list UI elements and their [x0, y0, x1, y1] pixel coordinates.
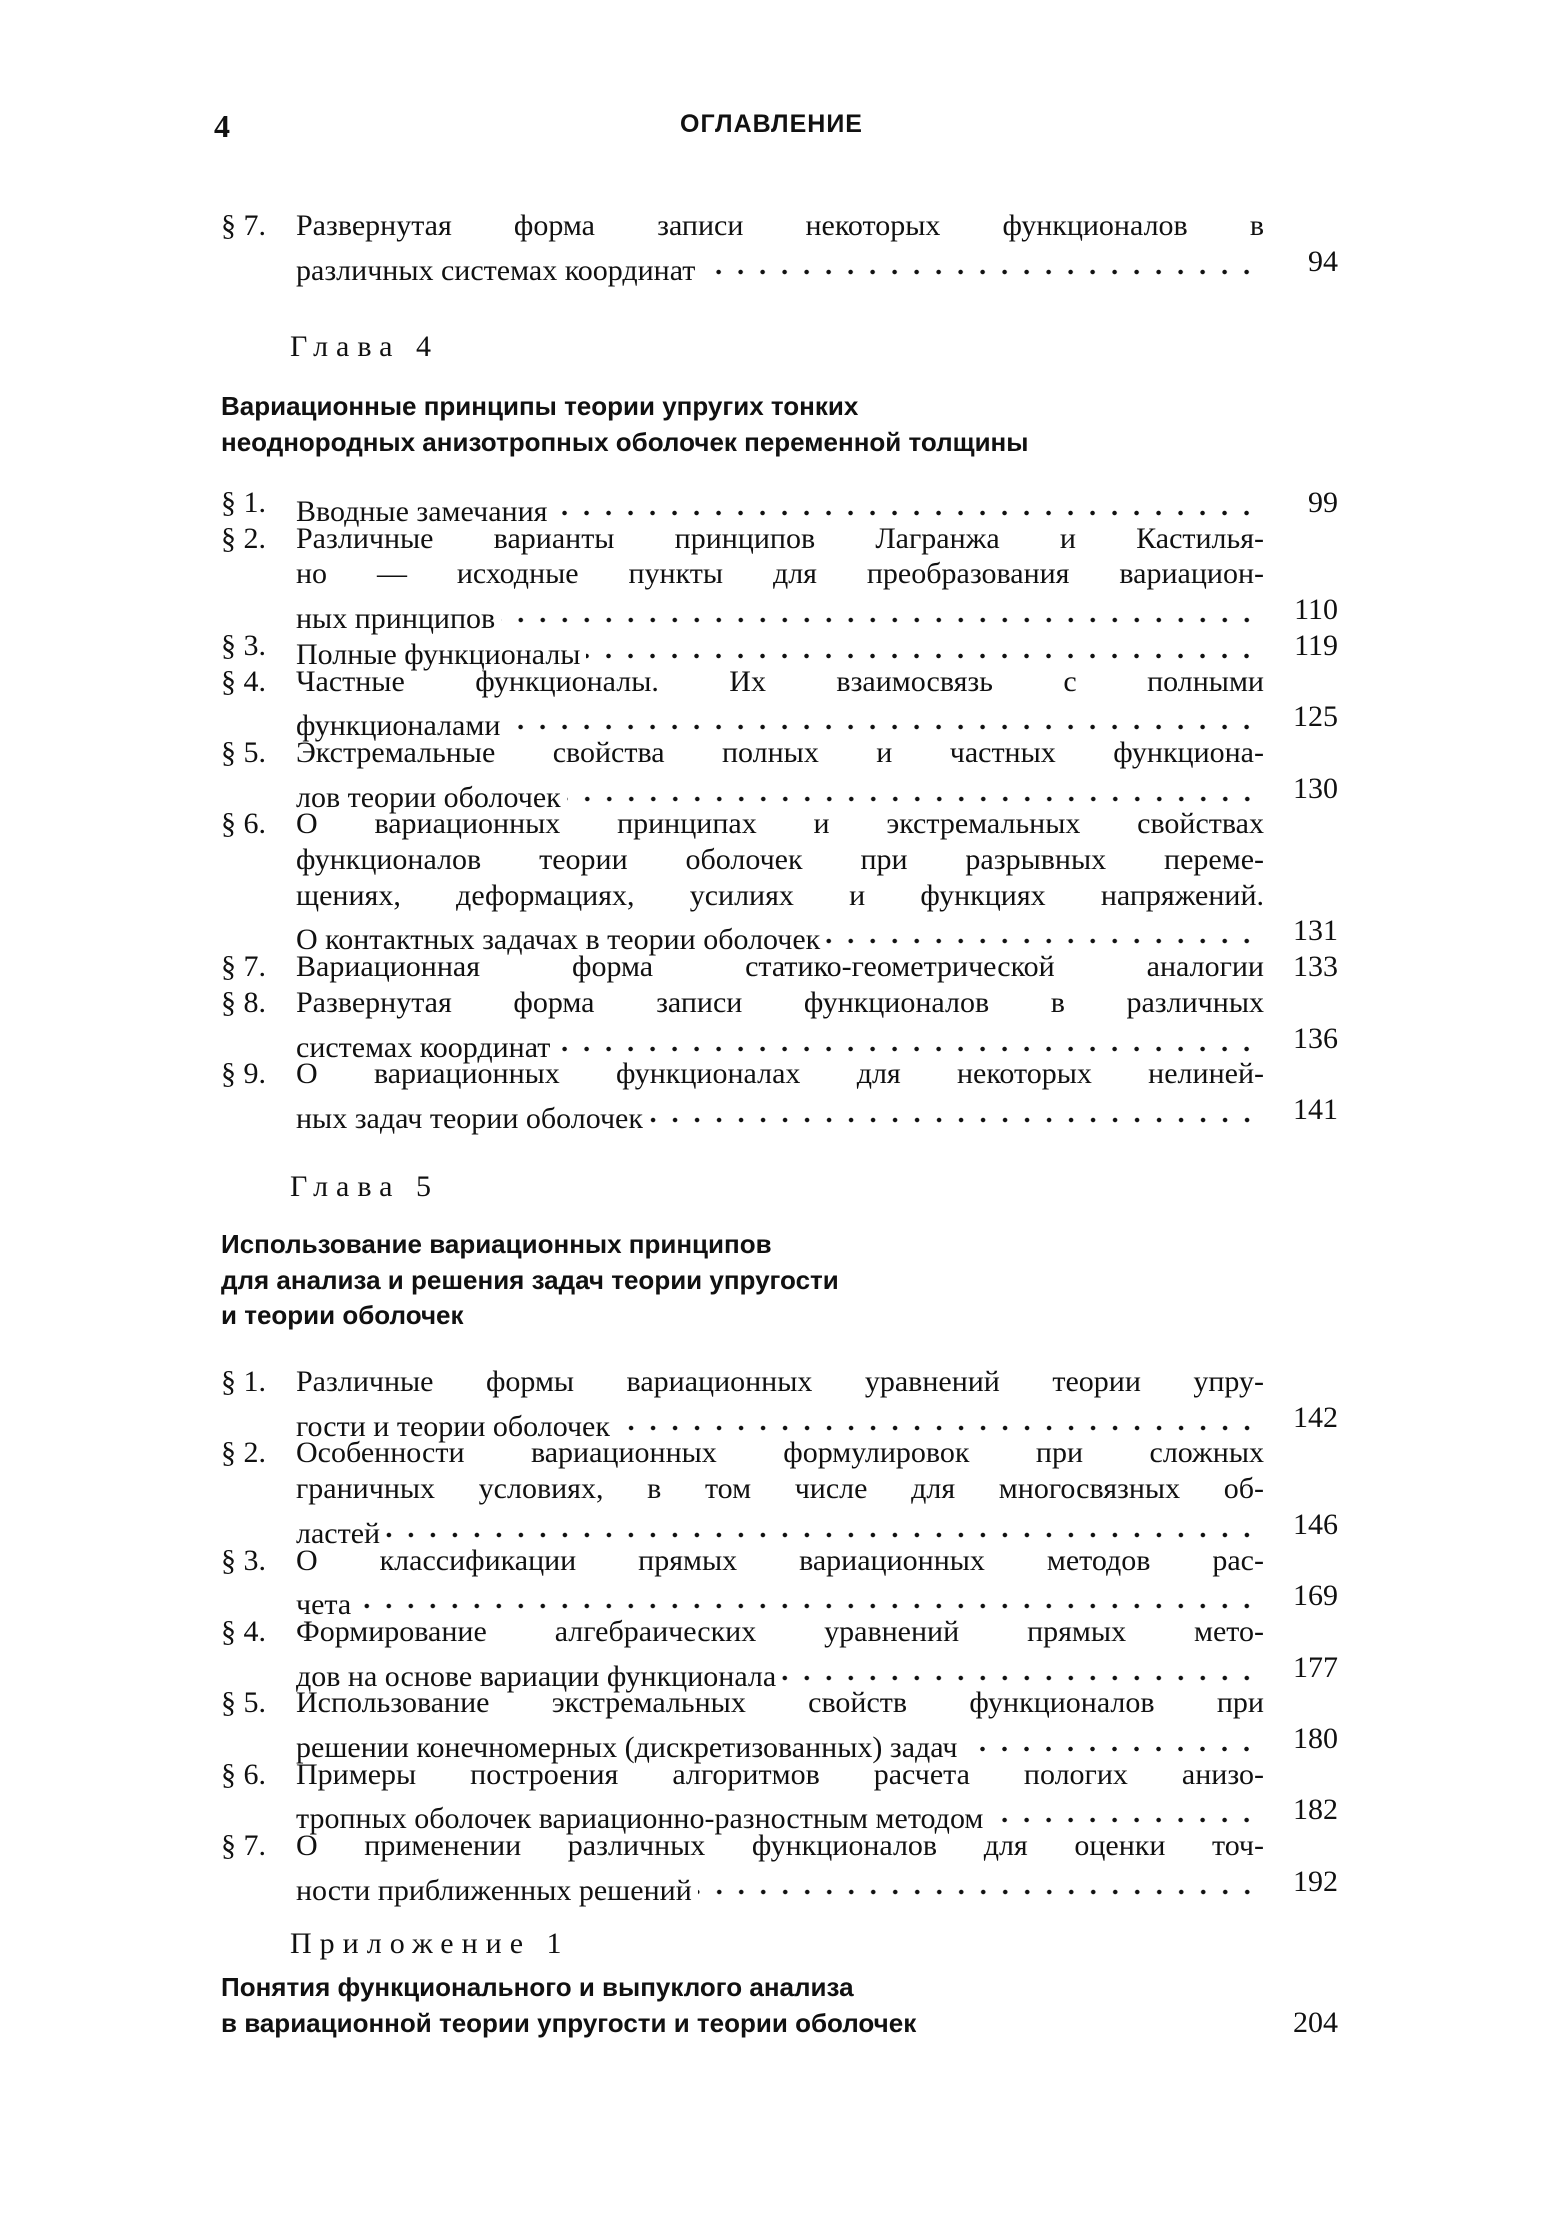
section-number: § 3. [221, 628, 266, 662]
page-ref: 192 [1293, 1864, 1338, 1898]
entry-title-line [296, 1792, 1264, 1836]
dot-leader [963, 1721, 1258, 1757]
chapter-label: Глава 4 [290, 330, 439, 363]
entry-title-line: граничных условиях, в том числе для многосвязных об- [296, 1472, 1264, 1506]
page-ref: 99 [1308, 486, 1338, 519]
entry-title-line: Формирование алгебраических уравнений прямых мето- [296, 1614, 1264, 1648]
section-number: § 9. [221, 1057, 266, 1091]
page-ref: 110 [1294, 593, 1338, 627]
chapter-title-line: неоднородных анизотропных оболочек переменной толщины [221, 426, 1029, 457]
section-number: § 1. [221, 1365, 266, 1398]
chapter-title-line: Понятия функционального и выпуклого анализа [221, 1972, 854, 2002]
entry-title-text: О контактных задачах в теории оболочек [296, 923, 821, 957]
entry-title-line: но — исходные пункты для преобразования вариацион- [296, 557, 1264, 591]
entry-title-text: дов на основе вариации функционала [296, 1659, 777, 1693]
dot-leader [386, 1507, 1258, 1543]
entry-title-line [296, 592, 1264, 636]
entry-title-text: чета [296, 1588, 352, 1622]
page-ref: 141 [1293, 1092, 1338, 1126]
entry-title-line [296, 699, 1264, 743]
page-ref: 142 [1293, 1400, 1338, 1434]
dot-leader [586, 628, 1258, 664]
entry-title-line [296, 1650, 1264, 1693]
section-number: § 5. [221, 1686, 266, 1720]
chapter-title-line: и теории оболочек [221, 1300, 464, 1331]
entry-title-line [296, 1864, 1264, 1907]
entry-title-line: щениях, деформациях, усилиях и функциях напряжений. [296, 878, 1264, 912]
dot-leader [826, 913, 1258, 949]
dot-leader [567, 771, 1258, 807]
entry-title-line: Экстремальные свойства полных и частных функциона- [296, 735, 1264, 769]
page-number: 4 [214, 108, 230, 144]
entry-title-line [296, 913, 1264, 957]
dot-leader [649, 1092, 1258, 1128]
entry-title-line: Развернутая форма записи некоторых функционалов в [296, 209, 1264, 242]
page-ref: 182 [1293, 1793, 1338, 1827]
entry-title-line [296, 244, 1264, 287]
chapter-title-line: для анализа и решения задач теории упругости [221, 1264, 839, 1295]
entry-title-text: Вариационная форма статико-геометрической аналогии [296, 950, 1264, 984]
entry-title-text: Полные функционалы [296, 637, 581, 671]
entry-title-text: различных системах координат [296, 253, 696, 287]
dot-leader [556, 1021, 1258, 1057]
entry-title-line [296, 628, 1264, 671]
section-number: § 4. [221, 664, 266, 698]
entry-title-text: системах координат [296, 1030, 551, 1064]
entry-title-line: Различные формы вариационных уравнений теории упру- [296, 1365, 1264, 1398]
page-ref: 136 [1293, 1021, 1338, 1055]
running-title: ОГЛАВЛЕНИЕ [680, 110, 863, 138]
dot-leader [616, 1400, 1258, 1436]
entry-title-text: ных принципов [296, 602, 496, 636]
section-number: § 2. [221, 521, 266, 555]
chapter-label: Приложение 1 [290, 1927, 570, 1960]
entry-title-text: функционалами [296, 709, 501, 743]
page-ref: 130 [1293, 771, 1338, 805]
page-ref: 125 [1293, 700, 1338, 734]
entry-title-text: гости и теории оболочек [296, 1409, 610, 1443]
dot-leader [782, 1650, 1258, 1686]
section-number: § 7. [221, 1829, 266, 1863]
dot-leader [701, 244, 1258, 280]
page-ref: 119 [1294, 628, 1338, 662]
section-number: § 6. [221, 807, 266, 841]
entry-title-line: Различные варианты принципов Лагранжа и Кастилья- [296, 521, 1264, 555]
entry-title-line [296, 771, 1264, 814]
entry-title-line: О вариационных функционалах для некоторых нелиней- [296, 1057, 1264, 1091]
page-ref: 146 [1293, 1507, 1338, 1541]
page-ref: 131 [1293, 914, 1338, 948]
dot-leader [553, 485, 1258, 521]
entry-title-line [296, 1721, 1264, 1764]
entry-title-line [296, 1400, 1264, 1443]
chapter-title-line: Использование вариационных принципов [221, 1229, 772, 1259]
entry-title-line [296, 949, 1264, 985]
entry-title-line: О вариационных принципах и экстремальных свойствах [296, 807, 1264, 841]
entry-title-text: ности приближенных решений [296, 1873, 692, 1907]
section-number: § 4. [221, 1614, 266, 1648]
dot-leader [506, 699, 1258, 735]
entry-title-line: О классификации прямых вариационных методов рас- [296, 1543, 1264, 1577]
entry-title-line: Особенности вариационных формулировок при сложных [296, 1436, 1264, 1470]
section-number: § 8. [221, 985, 266, 1019]
entry-title-line [296, 1092, 1264, 1135]
entry-title-line [296, 485, 1264, 528]
entry-title-text: ластей [296, 1516, 381, 1550]
section-number: § 3. [221, 1543, 266, 1577]
dot-leader [698, 1864, 1258, 1900]
entry-title-line: Примеры построения алгоритмов расчета пологих анизо- [296, 1757, 1264, 1791]
page-ref: 169 [1293, 1579, 1338, 1613]
entry-title-line [296, 1578, 1264, 1622]
entry-title-line: Развернутая форма записи функционалов в различных [296, 985, 1264, 1019]
entry-title-text: Вводные замечания [296, 495, 548, 528]
dot-leader [989, 1792, 1258, 1828]
page-ref: 133 [1293, 950, 1338, 984]
entry-title-line [296, 1507, 1264, 1550]
page-ref: 180 [1293, 1722, 1338, 1755]
dot-leader [501, 592, 1258, 628]
section-number: § 7. [221, 209, 266, 242]
section-number: § 1. [221, 486, 266, 519]
entry-title-line [296, 1021, 1264, 1064]
page-ref: 94 [1308, 244, 1338, 278]
entry-title-text: решении конечномерных (дискретизованных) задач [296, 1731, 958, 1764]
entry-title-text: тропных оболочек вариационно-разностным методом [296, 1802, 984, 1836]
section-number: § 7. [221, 950, 266, 984]
section-number: § 6. [221, 1757, 266, 1791]
page-ref: 177 [1293, 1650, 1338, 1684]
dot-leader [357, 1578, 1258, 1614]
entry-title-text: лов теории оболочек [296, 780, 561, 814]
section-number: § 2. [221, 1436, 266, 1470]
section-number: § 5. [221, 735, 266, 769]
chapter-title-line: в вариационной теории упругости и теории оболочек [221, 2007, 917, 2038]
chapter-label: Глава 5 [290, 1170, 439, 1203]
entry-title-text: ных задач теории оболочек [296, 1101, 643, 1135]
entry-title-line: О применении различных функционалов для оценки точ- [296, 1829, 1264, 1863]
entry-title-line: Частные функционалы. Их взаимосвязь с полными [296, 664, 1264, 698]
chapter-title-line: Вариационные принципы теории упругих тонких [221, 391, 859, 421]
entry-title-line: Использование экстремальных свойств функционалов при [296, 1686, 1264, 1720]
page-ref: 204 [1293, 2005, 1338, 2039]
entry-title-line: функционалов теории оболочек при разрывных переме- [296, 843, 1264, 876]
